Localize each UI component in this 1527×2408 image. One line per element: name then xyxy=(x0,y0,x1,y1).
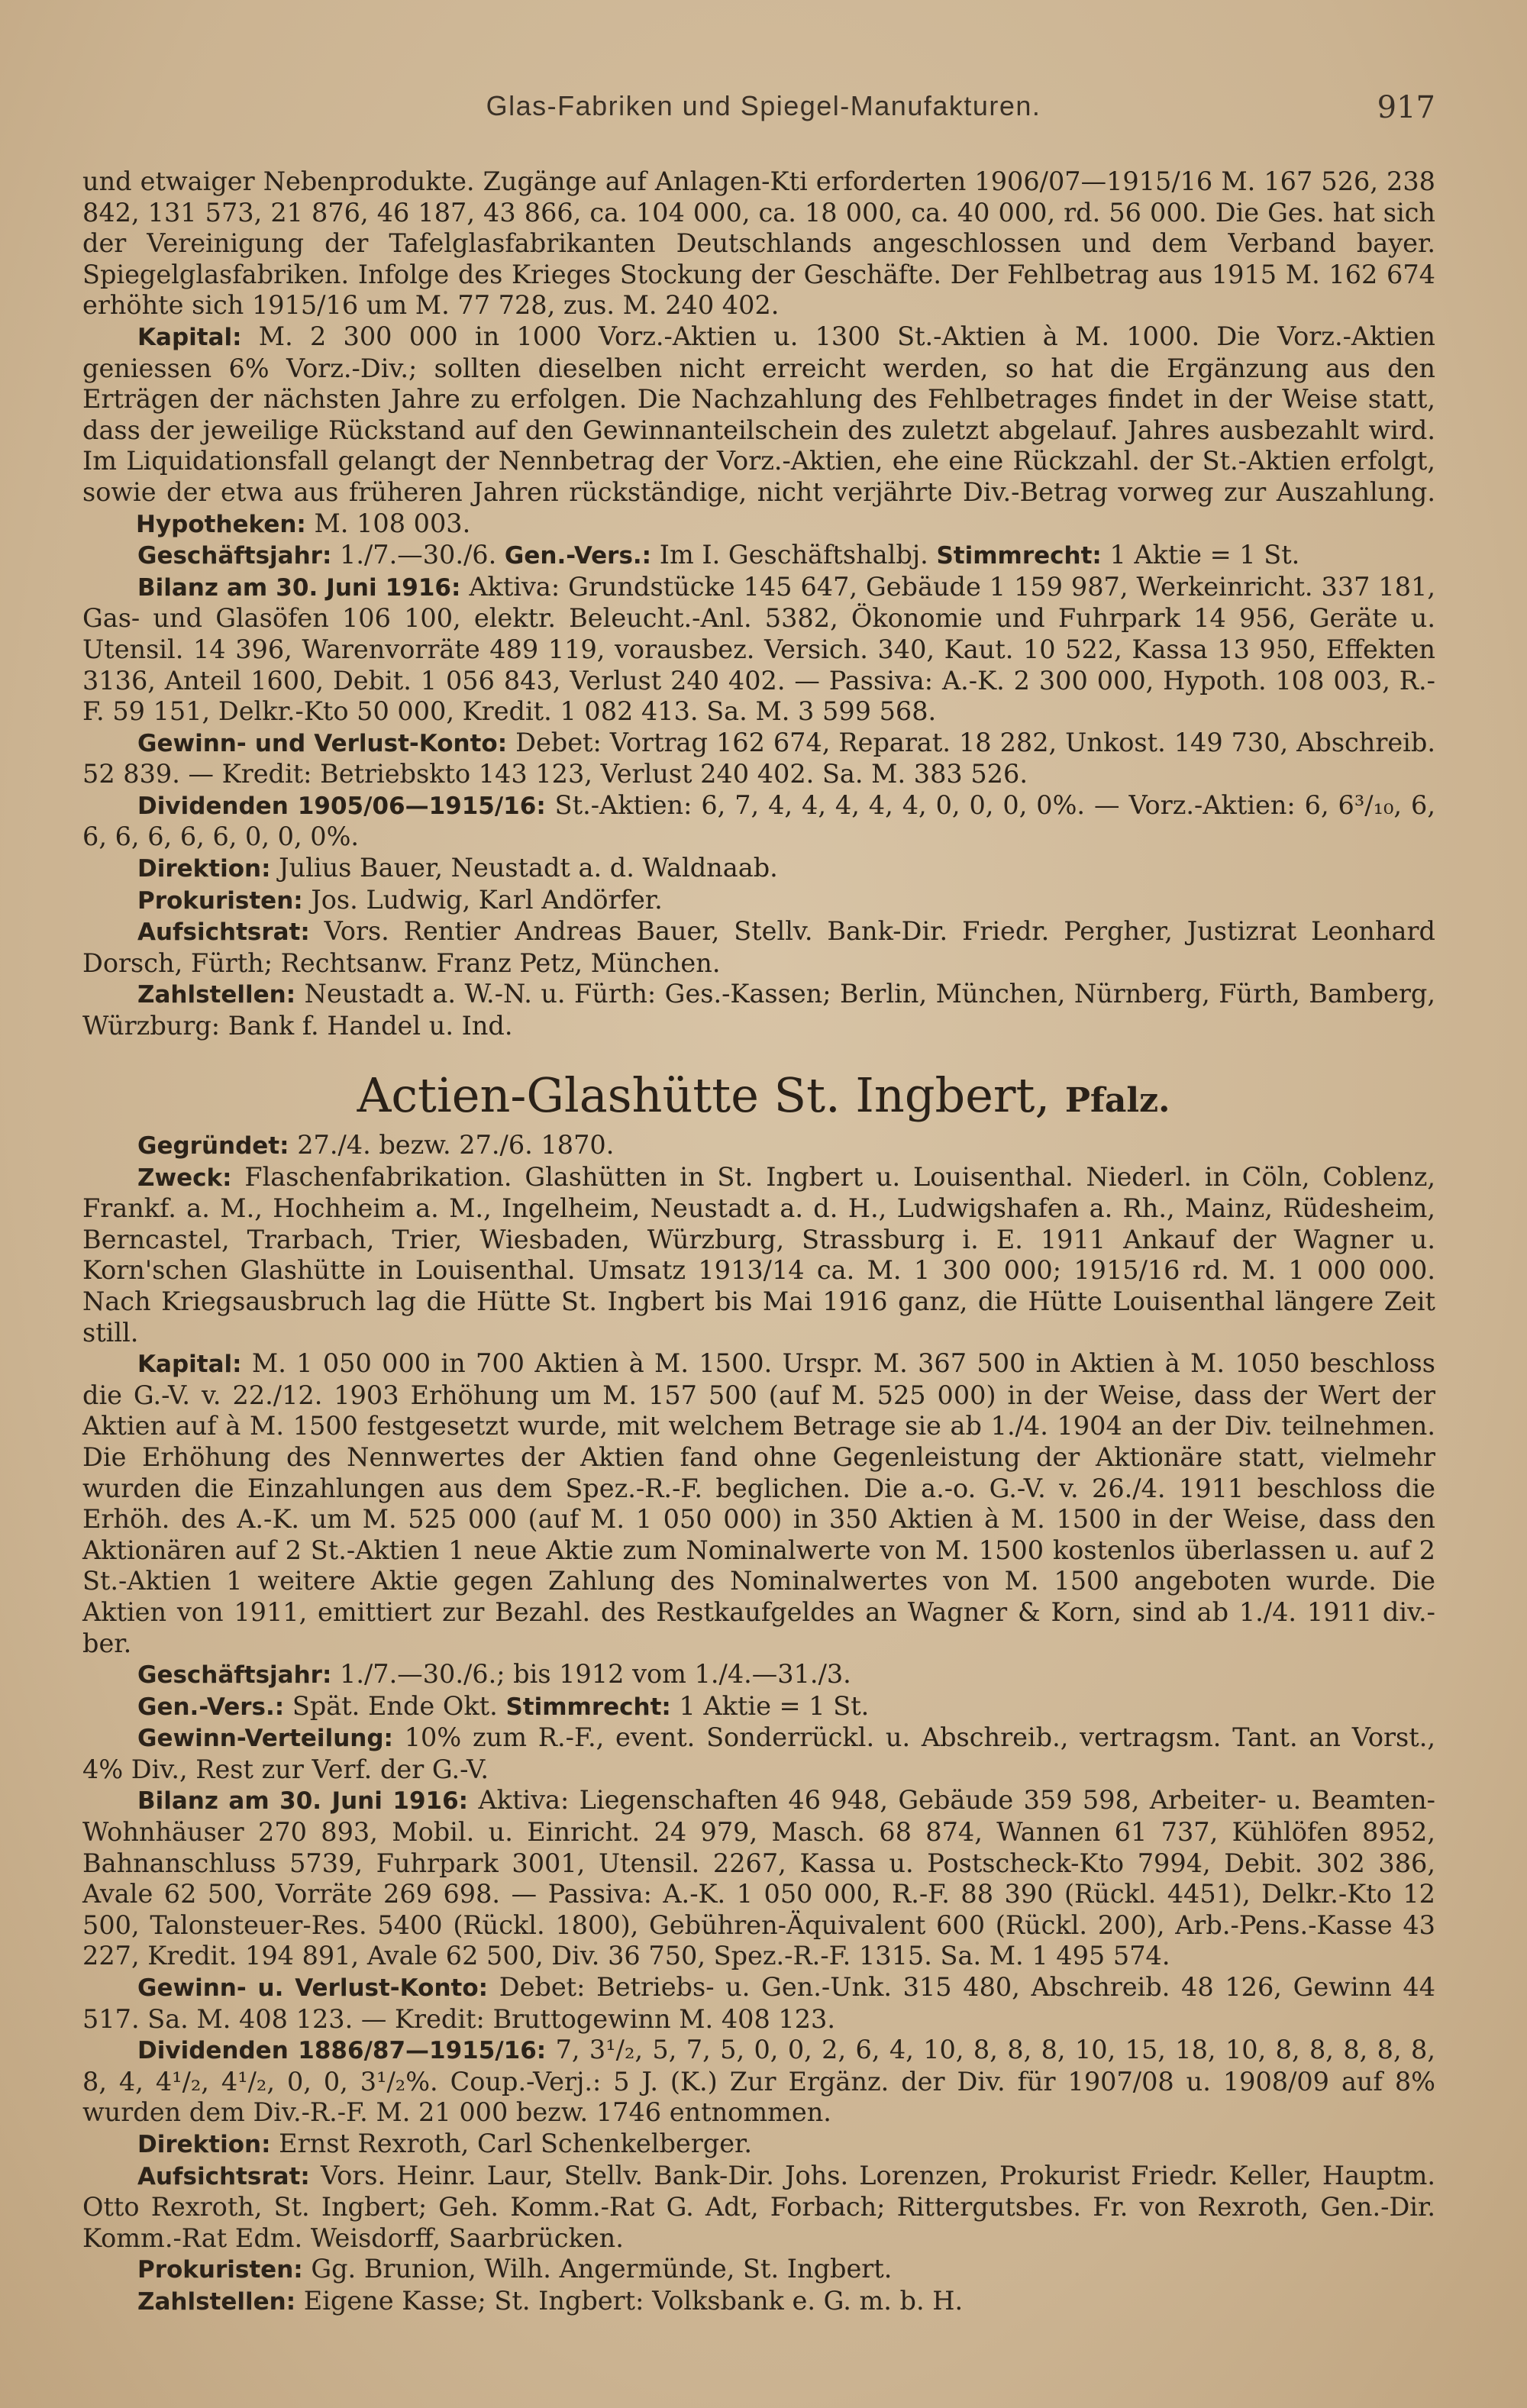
gewv-text: 10% zum R.-F., event. Sonderrückl. u. Abschreib., vertragsm. Tant. an Vorst., 4% Div., Rest zur Verf. der G.-V. xyxy=(82,1722,1435,1784)
kapital2-label: Kapital: xyxy=(137,1351,242,1379)
guv-paragraph xyxy=(82,728,1435,790)
dir2-label: Direktion: xyxy=(137,2131,271,2158)
bilanz2-text: Aktiva: Liegenschaften 46 948, Gebäude 359 598, Arbeiter- u. Beamten-Wohnhäuser 270 893, Mobil. u. Einricht. 24 979, Masch. 68 874, Wannen 61 737, Kühlöfen 8952, Bahnanschluss 5739, Fuhrpark 3001, Utensil. 2267, Kassa u. Postscheck-Kto 7994, Debit. 302 386, Avale 62 500, Vorräte 269 698. — Passiva: A.-K. 1 050 000, R.-F. 88 390 (Rückl. 4451), Delkr.-Kto 12 500, Talonsteuer-Res. 5400 (Rückl. 1800), Gebühren-Äquivalent 600 (Rückl. 200), Arb.-Pens.-Kasse 43 227, Kredit. 194 891, Avale 62 500, Div. 36 750, Spez.-R.-F. 1315. Sa. M. 1 495 574. xyxy=(82,1785,1435,1971)
bilanz2-paragraph xyxy=(82,1785,1435,1972)
aufsichtsrat2-paragraph xyxy=(82,2161,1435,2255)
aufsichtsrat-paragraph xyxy=(82,916,1435,979)
gv2-text: Spät. Ende Okt. xyxy=(292,1690,498,1721)
prok-label: Prokuristen: xyxy=(137,886,303,915)
page-header xyxy=(0,90,1527,136)
hypotheken-text: M. 108 003. xyxy=(314,508,471,538)
kapital-label: Kapital: xyxy=(137,323,242,351)
prokuristen-line xyxy=(82,885,1435,917)
stimm-label: Stimmrecht: xyxy=(936,542,1102,570)
gv2-label: Gen.-Vers.: xyxy=(137,1693,285,1721)
guv2-label: Gewinn- u. Verlust-Konto: xyxy=(137,1974,489,2003)
geschaeftsjahr2-line xyxy=(82,1659,1435,1691)
hypotheken-label: Hypotheken: xyxy=(136,510,306,538)
gegruendet-line xyxy=(82,1130,1435,1162)
gewinnverteilung-paragraph xyxy=(82,1722,1435,1785)
prok2-text: Gg. Brunion, Wilh. Angermünde, St. Ingbert. xyxy=(311,2254,893,2284)
gegr-label: Gegründet: xyxy=(137,1132,289,1160)
zweck-text: Flaschenfabrikation. Glashütten in St. Ingbert u. Louisenthal. Niederl. in Cöln, Coblenz, Frankf. a. M., Hochheim a. M., Ingelheim, Neustadt a. d. H., Ludwigshafen a. Rh., Mainz, Rüdesheim, Berncastel, Trarbach, Trier, Wiesbaden, Würzburg, Strassburg i. E. 1911 Ankauf der Wagner u. Korn'schen Glashütte in Louisenthal. Umsatz 1913/14 ca. M. 1 300 000; 1915/16 rd. M. 1 000 000. Nach Kriegsausbruch lag die Hütte St. Ingbert bis Mai 1916 ganz, die Hütte Louisenthal längere Zeit still. xyxy=(82,1161,1435,1348)
ar2-text: Vors. Heinr. Laur, Stellv. Bank-Dir. Johs. Lorenzen, Prokurist Friedr. Keller, Hauptm. Otto Rexroth, St. Ingbert; Geh. Komm.-Rat G. Adt, Forbach; Rittergutsbes. Fr. von Rexroth, Gen.-Dir. Komm.-Rat Edm. Weisdorff, Saarbrücken. xyxy=(82,2160,1435,2253)
company-title xyxy=(0,1067,1527,1123)
company-name: Actien-Glashütte St. Ingbert, xyxy=(357,1067,1051,1123)
gv-label: Gen.-Vers.: xyxy=(504,542,652,570)
bilanz-label: Bilanz am 30. Juni 1916: xyxy=(137,573,461,602)
stimm2-label: Stimmrecht: xyxy=(505,1693,671,1721)
kapital-paragraph xyxy=(82,321,1435,540)
guv-label: Gewinn- und Verlust-Konto: xyxy=(137,729,508,757)
bilanz2-label: Bilanz am 30. Juni 1916: xyxy=(137,1787,469,1816)
intro-paragraph: und etwaiger Nebenprodukte. Zugänge auf Anlagen-Kti erforderten 1906/07—1915/16 M. 167 526, 238 842, 131 573, 21 876, 46 187, 43 866, ca. 104 000, ca. 18 000, ca. 40 000, rd. 56 000. Die Ges. hat sich der Vereinigung der Tafelglasfabrikanten Deutschlands angeschlossen und dem Verband bayer. Spiegelglasfabriken. Infolge des Krieges Stockung der Geschäfte. Der Fehlbetrag aus 1915 M. 162 674 erhöhte sich 1915/16 um M. 77 728, zus. M. 240 402. xyxy=(82,166,1435,321)
div-label: Dividenden 1905/06—1915/16: xyxy=(137,792,546,820)
div-text: St.-Aktien: 6, 7, 4, 4, 4, 4, 4, 0, 0, 0, 0%. — Vorz.-Aktien: 6, 6³/₁₀, 6, 6, 6, 6, 6, 6, 0, 0, 0%. xyxy=(82,789,1435,852)
genvers2-line xyxy=(82,1691,1435,1723)
div2-text: 7, 3¹/₂, 5, 7, 5, 0, 0, 2, 6, 4, 10, 8, 8, 8, 10, 15, 18, 10, 8, 8, 8, 8, 8, 8, 4, 4¹/₂, 4¹/₂, 0, 0, 3¹/₂%. Coup.-Verj.: 5 J. (K.) Zur Ergänz. der Div. für 1907/08 u. 1908/09 auf 8% wurden dem Div.-R.-F. M. 21 000 bezw. 1746 entnommen. xyxy=(82,2035,1435,2128)
geschaeftsjahr-line xyxy=(82,540,1435,572)
dir-label: Direktion: xyxy=(137,855,271,883)
dir2-text: Ernst Rexroth, Carl Schenkelberger. xyxy=(279,2129,753,2158)
zahl2-label: Zahlstellen: xyxy=(137,2287,296,2316)
direktion2-line xyxy=(82,2129,1435,2161)
running-title: Glas-Fabriken und Spiegel-Manufakturen. xyxy=(486,90,1041,121)
gewv-label: Gewinn-Verteilung: xyxy=(137,1725,393,1753)
prok2-label: Prokuristen: xyxy=(137,2256,303,2284)
ar2-label: Aufsichtsrat: xyxy=(137,2162,310,2190)
gegr-text: 27./4. bezw. 27./6. 1870. xyxy=(297,1130,615,1160)
zahlstellen2-line xyxy=(82,2286,1435,2318)
prokuristen2-line xyxy=(82,2254,1435,2286)
zahlstellen-paragraph xyxy=(82,979,1435,1041)
stimm-text: 1 Aktie = 1 St. xyxy=(1109,540,1300,570)
page-number: 917 xyxy=(1377,90,1435,125)
dividenden-paragraph xyxy=(82,790,1435,853)
gj2-text: 1./7.—30./6.; bis 1912 vom 1./4.—31./3. xyxy=(340,1659,851,1690)
zweck-label: Zweck: xyxy=(137,1164,232,1192)
guv2-text: Debet: Betriebs- u. Gen.-Unk. 315 480, Abschreib. 48 126, Gewinn 44 517. Sa. M. 408 123. — Kredit: Bruttogewinn M. 408 123. xyxy=(82,1972,1436,2034)
zahl-text: Neustadt a. W.-N. u. Fürth: Ges.-Kassen; Berlin, München, Nürnberg, Fürth, Bamberg, Würzburg: Bank f. Handel u. Ind. xyxy=(82,979,1435,1041)
direktion-line xyxy=(82,853,1435,885)
section-previous-company xyxy=(82,166,1435,1042)
guv-text: Debet: Vortrag 162 674, Reparat. 18 282, Unkost. 149 730, Abschreib. 52 839. — Kredit: Betriebskto 143 123, Verlust 240 402. Sa. M. 383 526. xyxy=(82,727,1435,789)
zweck-paragraph xyxy=(82,1162,1435,1349)
prok-text: Jos. Ludwig, Karl Andörfer. xyxy=(311,884,663,915)
gj-label: Geschäftsjahr: xyxy=(137,542,332,570)
gj-text: 1./7.—30./6. xyxy=(340,540,497,570)
gv-text: Im I. Geschäftshalbj. xyxy=(659,540,928,570)
ar-label: Aufsichtsrat: xyxy=(137,918,310,947)
dividenden2-paragraph xyxy=(82,2035,1435,2129)
div2-label: Dividenden 1886/87—1915/16: xyxy=(137,2037,547,2065)
section-company-ingbert xyxy=(82,1130,1435,2318)
dir-text: Julius Bauer, Neustadt a. d. Waldnaab. xyxy=(279,853,778,883)
gj2-label: Geschäftsjahr: xyxy=(137,1661,332,1690)
ar-text: Vors. Rentier Andreas Bauer, Stellv. Bank-Dir. Friedr. Pergher, Justizrat Leonhard Dorsch, Fürth; Rechtsanw. Franz Petz, München. xyxy=(82,916,1435,978)
zahl-label: Zahlstellen: xyxy=(137,981,296,1009)
guv2-paragraph xyxy=(82,1972,1435,2035)
bilanz-text: Aktiva: Grundstücke 145 647, Gebäude 1 159 987, Werkeinricht. 337 181, Gas- und Glasöfen 106 100, elektr. Beleucht.-Anl. 5382, Ökonomie und Fuhrpark 14 956, Geräte u. Utensil. 14 396, Warenvorräte 489 119, vorausbez. Versich. 340, Kaut. 10 522, Kassa 13 950, Effekten 3136, Anteil 1600, Debit. 1 056 843, Verlust 240 402. — Passiva: A.-K. 2 300 000, Hypoth. 108 003, R.-F. 59 151, Delkr.-Kto 50 000, Kredit. 1 082 413. Sa. M. 3 599 568. xyxy=(82,571,1435,727)
bilanz-paragraph xyxy=(82,572,1435,728)
stimm2-text: 1 Aktie = 1 St. xyxy=(679,1690,870,1721)
zahl2-text: Eigene Kasse; St. Ingbert: Volksbank e. G. m. b. H. xyxy=(303,2285,964,2316)
company-location: Pfalz. xyxy=(1064,1081,1170,1120)
kapital-text: M. 2 300 000 in 1000 Vorz.-Aktien u. 1300 St.-Aktien à M. 1000. Die Vorz.-Aktien geniessen 6% Vorz.-Div.; sollten dieselben nicht erreicht werden, so hat die Ergänzung aus den Erträgen der nächsten Jahre zu erfolgen. Die Nachzahlung des Fehlbetrages findet in der Weise statt, dass der jeweilige Rückstand auf den Gewinnanteilschein des zuletzt abgelauf. Jahres ausbezahlt wird. Im Liquidationsfall gelangt der Nennbetrag der Vorz.-Aktien, ehe eine Rückzahl. der St.-Aktien erfolgt, sowie der etwa aus früheren Jahren rückständige, nicht verjährte Div.-Betrag vorweg zur Auszahlung. xyxy=(82,321,1435,507)
kapital2-text: M. 1 050 000 in 700 Aktien à M. 1500. Urspr. M. 367 500 in Aktien à M. 1050 beschloss die G.-V. v. 22./12. 1903 Erhöhung um M. 157 500 (auf M. 525 000) in der Weise, dass der Wert der Aktien auf à M. 1500 festgesetzt wurde, mit welchem Betrage sie ab 1./4. 1904 an der Div. teilnehmen. Die Erhöhung des Nennwertes der Aktien fand ohne Gegenleistung der Aktionäre statt, vielmehr wurden die Einzahlungen aus dem Spez.-R.-F. beglichen. Die a.-o. G.-V. v. 26./4. 1911 beschloss die Erhöh. des A.-K. um M. 525 000 (auf M. 1 050 000) in 350 Aktien à M. 1500 in der Weise, dass den Aktionären auf 2 St.-Aktien 1 neue Aktie zum Nominalwerte von M. 1500 kostenlos überlassen u. auf 2 St.-Aktien 1 weitere Aktie gegen Zahlung des Nominalwertes von M. 1500 angeboten wurde. Die Aktien von 1911, emittiert zur Bezahl. des Restkaufgeldes an Wagner & Korn, sind ab 1./4. 1911 div.-ber. xyxy=(82,1348,1435,1658)
kapital2-paragraph xyxy=(82,1348,1435,1659)
